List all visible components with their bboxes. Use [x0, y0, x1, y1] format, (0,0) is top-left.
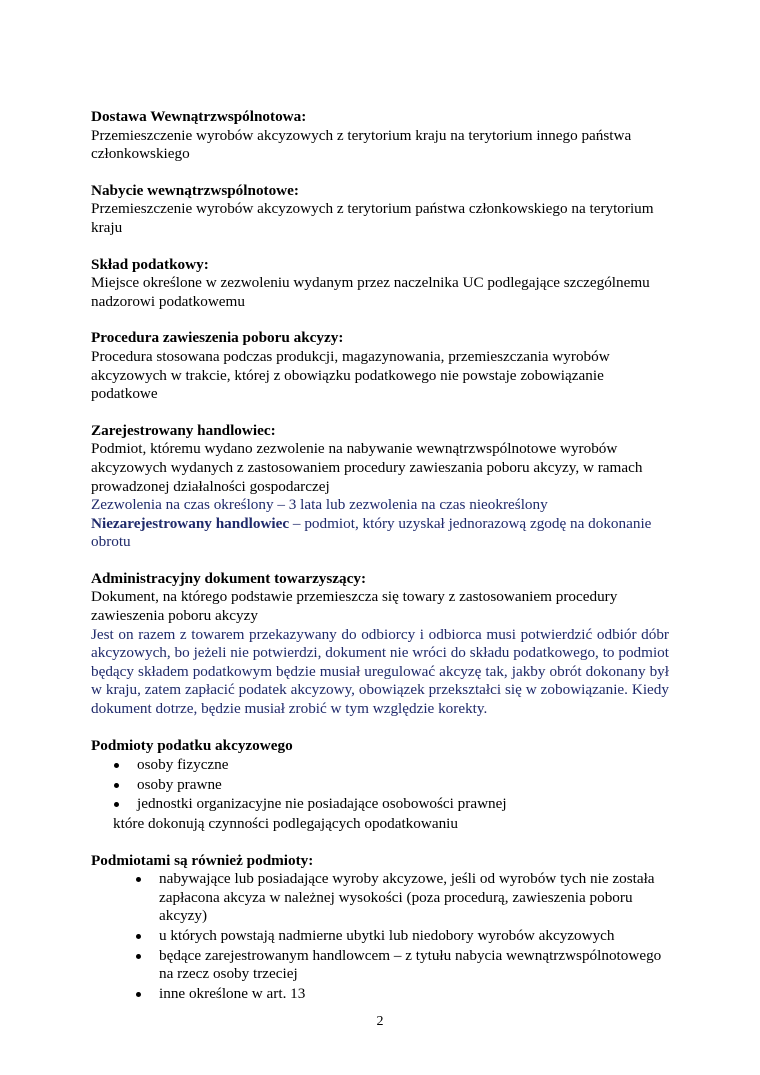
definition-section: [91, 329, 671, 403]
list-item: będące zarejestrowanym handlowcem – z tytułu nabycia wewnątrzwspólnotowego na rzecz osoby trzeciej: [91, 947, 671, 984]
subjects-section: [91, 737, 671, 834]
section-heading: Nabycie wewnątrzwspólnotowe:: [91, 181, 299, 199]
section-heading: Zarejestrowany handlowiec:: [91, 421, 276, 439]
list-item: osoby prawne: [91, 776, 671, 795]
list-item: osoby fizyczne: [91, 756, 671, 775]
list-item: inne określone w art. 13: [91, 985, 671, 1004]
section-text: Podmiot, któremu wydano zezwolenie na nabywanie wewnątrzwspólnotowe wyrobów akcyzowych wydanych z zastosowaniem procedury zawieszania poboru akcyzy, w ramach prowadzonej działalności gospodarczej: [91, 440, 643, 495]
section-text: Miejsce określone w zezwoleniu wydanym przez naczelnika UC podlegające szczególnemu nadzorowi podatkowemu: [91, 274, 650, 310]
document-content: [91, 108, 671, 1021]
definition-section: [91, 256, 671, 312]
also-subjects-section: [91, 852, 671, 1004]
list-item: jednostki organizacyjne nie posiadające osobowości prawnej: [91, 795, 671, 814]
section-heading: Dostawa Wewnątrzwspólnotowa:: [91, 108, 307, 125]
section-heading: Skład podatkowy:: [91, 255, 209, 273]
section-heading: Podmioty podatku akcyzowego: [91, 736, 293, 754]
section-text: Dokument, na którego podstawie przemieszcza się towary z zastosowaniem procedury zawieszenia poboru akcyzy: [91, 588, 618, 625]
section-heading: Procedura zawieszenia poboru akcyzy:: [91, 329, 344, 347]
section-heading: Administracyjny dokument towarzyszący:: [91, 569, 367, 587]
definition-section: [91, 182, 671, 238]
also-subjects-list: [91, 870, 671, 1003]
page-number: 2: [376, 1014, 384, 1029]
section-text: Procedura stosowana podczas produkcji, magazynowania, przemieszczania wyrobów akcyzowych w trakcie, której z obowiązku podatkowego nie powstaje zobowiązanie podatkowe: [91, 347, 610, 403]
extra-term: Niezarejestrowany handlowiec: [91, 514, 290, 532]
section-text: Przemieszczenie wyrobów akcyzowych z terytorium kraju na terytorium innego państwa członkowskiego: [91, 126, 632, 163]
definition-section: [91, 422, 671, 552]
list-tail: które dokonują czynności podlegających opodatkowaniu: [113, 815, 458, 832]
definition-section: [91, 108, 671, 164]
section-note: Jest on razem z towarem przekazywany do odbiorcy i odbiorca musi potwierdzić odbiór dóbr akcyzowych, bo jeżeli nie potwierdzi, dokument nie wróci do składu podatkowego, to podmiot będący składem podatkowym będzie musiał uregulować akcyzę tak, jakby obrót dokonany był w kraju, zatem zapłacić podatek akcyzowy, obowiązek przekształci się w zobowiązanie. Kiedy dokument dotrze, będzie musiał zrobić w tym względzie korekty.: [91, 625, 669, 718]
subjects-list: [91, 756, 671, 814]
section-extra: [91, 515, 666, 552]
list-item: nabywające lub posiadające wyroby akcyzowe, jeśli od wyrobów tych nie została zapłacona akcyza w należnej wysokości (poza procedurą, zawieszenia poboru akcyzy): [91, 870, 671, 926]
section-text: Przemieszczenie wyrobów akcyzowych z terytorium państwa członkowskiego na terytorium kraju: [91, 200, 654, 236]
section-heading: Podmiotami są również podmioty:: [91, 851, 314, 869]
section-note: Zezwolenia na czas określony – 3 lata lub zezwolenia na czas nieokreślony: [91, 496, 548, 514]
definition-section: [91, 570, 671, 719]
list-item: u których powstają nadmierne ubytki lub niedobory wyrobów akcyzowych: [91, 927, 671, 946]
extra-text: – podmiot, który uzyskał jednorazową zgodę na dokonanie obrotu: [91, 514, 652, 551]
